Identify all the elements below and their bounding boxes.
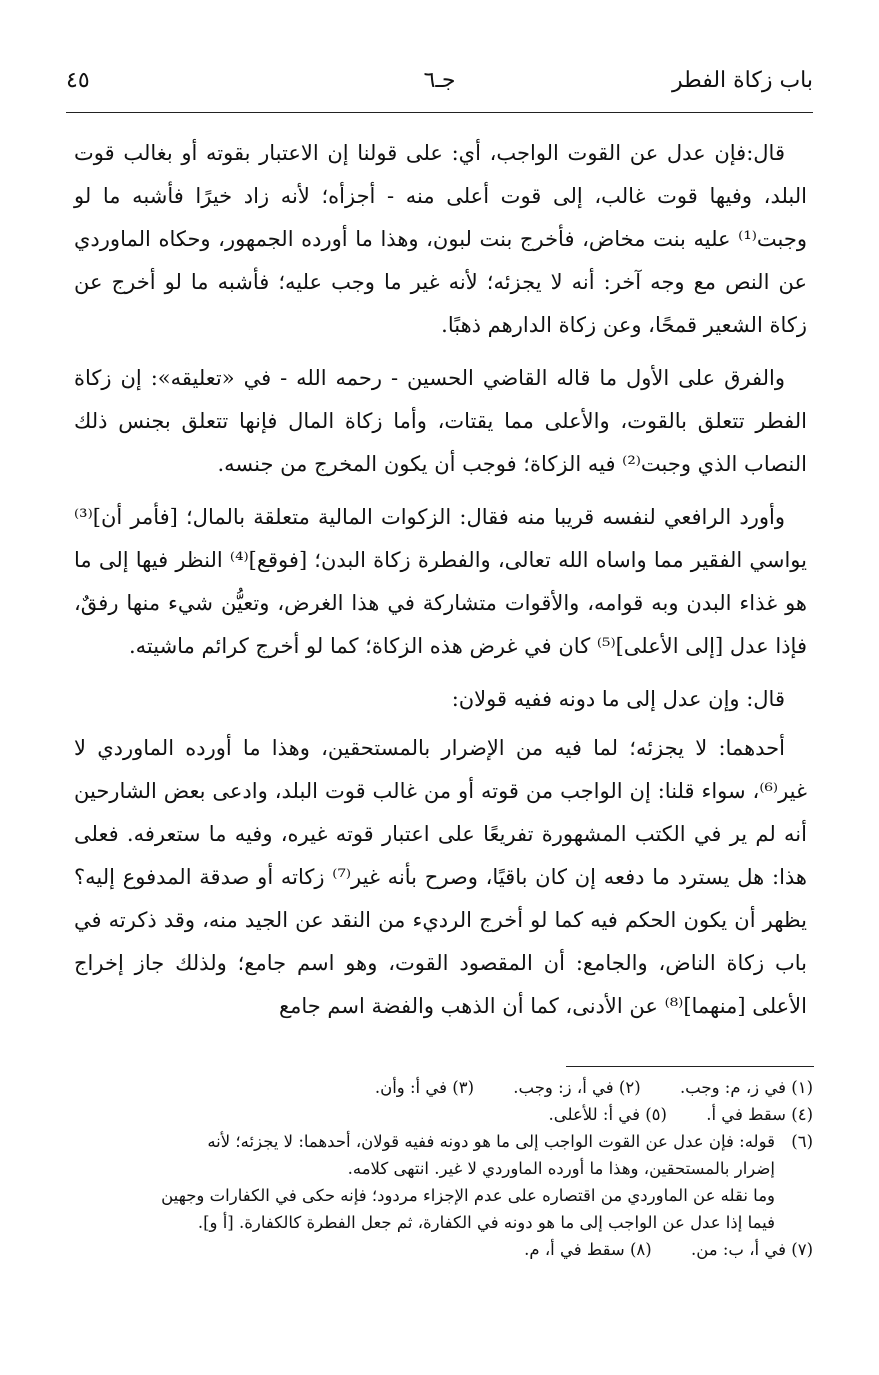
paragraph-5: أحدهما: لا يجزئه؛ لما فيه من الإضرار بالمستحقين، وهذا ما أورده الماوردي لا غير⁽⁶⁾، سواء قلنا: إن الواجب من قوته أو من غالب قوت البلد، وادعى بعض الشارحين أنه لم ير في الكتب المشهورة تفريعًا على اعتبار قوته غيره، وفيه ما ستعرفه. فعلى هذا: هل يسترد ما دفعه إن كان باقيًا، وصرح بأنه غير⁽⁷⁾ زكاته أو صدقة المدفوع إليه؟ يظهر أن يكون الحكم فيه كما لو أخرج الرديء من النقد عن الجيد منه، وقد ذكرته في باب زكاة الناض، والجامع: أن المقصود القوت، وهو اسم جامع؛ ولذلك جاز إخراج الأعلى [منهما]⁽⁸⁾ عن الأدنى، كما أن الذهب والفضة اسم جامع	[74, 736, 807, 1018]
paragraph-4: قال: وإن عدل إلى ما دونه ففيه قولان:	[451, 687, 785, 711]
footnote-row-1	[60, 1074, 813, 1101]
header-divider	[66, 112, 813, 113]
volume-label: جـ٦	[423, 68, 456, 93]
running-header	[66, 68, 813, 108]
footnote-2: (٢) في أ، ز: وجب.	[513, 1078, 641, 1097]
footnote-row-7	[60, 1236, 813, 1263]
footnote-6-line-1: قوله: فإن عدل عن القوت الواجب إلى ما هو دونه ففيه قولان، أحدهما: لا يجزئه؛ لأنه	[207, 1132, 775, 1151]
footnote-1: (١) في ز، م: وجب.	[679, 1078, 813, 1097]
footnote-6-number: (٦)	[791, 1132, 813, 1151]
footnote-6-line-2: إضرار بالمستحقين، وهذا ما أورده الماوردي لا غير. انتهى كلامه.	[347, 1159, 775, 1178]
paragraph-3: وأورد الرافعي لنفسه قريبا منه فقال: الزكوات المالية متعلقة بالمال؛ [فأمر أن]⁽³⁾ يواسي الفقير مما واساه الله تعالى، والفطرة زكاة البدن؛ [فوقع]⁽⁴⁾ النظر فيها إلى ما هو غذاء البدن وبه قوامه، والأقوات متشاركة في هذا الغرض، وتعيُّن شيء منها رفقٌ، فإذا عدل [إلى الأعلى]⁽⁵⁾ كان في غرض هذه الزكاة؛ كما لو أخرج كرائم ماشيته.	[74, 505, 807, 658]
main-text	[74, 132, 807, 1038]
page-number: ٤٥	[66, 68, 90, 93]
footnote-5: (٥) في أ: للأعلى.	[548, 1105, 667, 1124]
footnote-6-line-3: وما نقله عن الماوردي من اقتصاره على عدم الإجزاء مردود؛ فإنه حكى في الكفارات وجهين	[161, 1186, 775, 1205]
footnote-3: (٣) في أ: وأن.	[374, 1078, 475, 1097]
footnote-6-line-4: فيما إذا عدل عن الواجب إلى ما هو دونه في الكفارة، ثم جعل الفطرة كالكفارة. [أ و].	[197, 1213, 775, 1232]
footnotes	[60, 1074, 813, 1263]
footnote-8: (٨) سقط في أ، م.	[524, 1240, 652, 1259]
footnote-7: (٧) في أ، ب: من.	[690, 1240, 813, 1259]
footnote-row-2	[60, 1101, 813, 1128]
footnote-6	[60, 1128, 813, 1236]
paragraph-1: قال:فإن عدل عن القوت الواجب، أي: على قولنا إن الاعتبار بقوته أو بغالب قوت البلد، وفيها قوت غالب، إلى قوت أعلى منه - أجزأه؛ لأنه زاد خيرًا فأشبه ما لو وجبت⁽¹⁾ عليه بنت مخاض، فأخرج بنت لبون، وهذا ما أورده الجمهور، وحكاه الماوردي عن النص مع وجه آخر: أنه لا يجزئه؛ لأنه غير ما وجب عليه؛ فأشبه ما لو أخرج عن زكاة الشعير قمحًا، وعن زكاة الدارهم ذهبًا.	[74, 141, 807, 337]
chapter-title: باب زكاة الفطر	[672, 68, 813, 93]
footnote-divider	[566, 1066, 814, 1067]
footnote-4: (٤) سقط في أ.	[706, 1105, 813, 1124]
paragraph-2: والفرق على الأول ما قاله القاضي الحسين - رحمه الله - في «تعليقه»: إن زكاة الفطر تتعلق بالقوت، والأعلى مما يقتات، وأما زكاة المال فإنها تتعلق بجنس ذلك النصاب الذي وجبت⁽²⁾ فيه الزكاة؛ فوجب أن يكون المخرج من جنسه.	[74, 366, 807, 476]
